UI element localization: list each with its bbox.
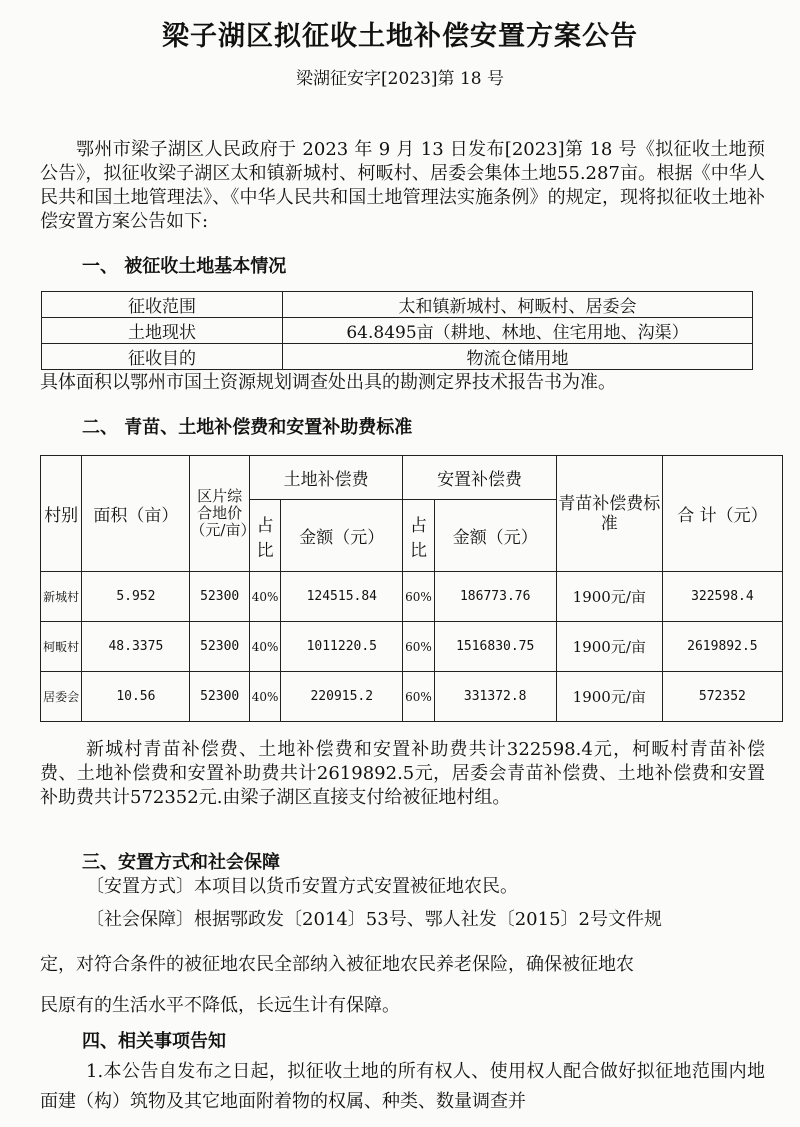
- info-value: 64.8495亩（耕地、林地、住宅用地、沟渠）: [283, 318, 753, 344]
- area-cell: 48.3375: [82, 622, 190, 672]
- crop-cell: 1900元/亩: [556, 672, 662, 722]
- table-row: [42, 344, 753, 370]
- land-ratio-cell: 40%: [249, 572, 280, 622]
- res-ratio-cell: 60%: [403, 572, 434, 622]
- price-cell: 52300: [190, 572, 250, 622]
- social-security-line-1: 〔社会保障〕根据鄂政发〔2014〕53号、鄂人社发〔2015〕2号文件规: [86, 909, 662, 930]
- header-total: 合 计（元）: [662, 456, 782, 572]
- header-village: 村别: [41, 456, 82, 572]
- notice-item-1: 1.本公告自发布之日起，拟征收土地的所有权人、使用权人配合做好拟征地范围内地面建（构）筑物及其它地面附着物的权属、种类、数量调查并: [40, 1061, 765, 1112]
- table-row: [41, 622, 783, 672]
- total-cell: 2619892.5: [662, 622, 782, 672]
- area-cell: 5.952: [82, 572, 190, 622]
- village-cell: 居委会: [41, 672, 82, 722]
- res-ratio-cell: 60%: [403, 622, 434, 672]
- info-label: 土地现状: [42, 318, 283, 344]
- header-area: 面积（亩）: [82, 456, 190, 572]
- info-label: 征收目的: [42, 344, 283, 370]
- res-ratio-cell: 60%: [403, 672, 434, 722]
- header-price: 区片综合地价（元/亩）: [190, 456, 250, 572]
- table-row: [41, 672, 783, 722]
- land-ratio-cell: 40%: [249, 622, 280, 672]
- section-2-heading: 二、 青苗、土地补偿费和安置补助费标准: [82, 417, 413, 438]
- crop-cell: 1900元/亩: [556, 572, 662, 622]
- res-amount-cell: 1516830.75: [434, 622, 556, 672]
- header-land-comp: 土地补偿费: [249, 456, 402, 500]
- table-row: [41, 572, 783, 622]
- land-amount-cell: 124515.84: [281, 572, 403, 622]
- header-res-ratio: 占比: [403, 500, 434, 572]
- summary-paragraph: 新城村青苗补偿费、土地补偿费和安置补助费共计322598.4元，柯畈村青苗补偿费、土地补偿费和安置补助费共计2619892.5元，居委会青苗补偿费、土地补偿费和安置补助费共计572352元.由梁子湖区直接支付给被征地村组。: [40, 739, 765, 808]
- price-cell: 52300: [190, 672, 250, 722]
- land-ratio-cell: 40%: [249, 672, 280, 722]
- table-header-row: [41, 456, 783, 500]
- section-4-heading: 四、相关事项告知: [82, 1031, 226, 1052]
- header-land-amount: 金额（元）: [281, 500, 403, 572]
- header-resettle-comp: 安置补偿费: [403, 456, 556, 500]
- res-amount-cell: 331372.8: [434, 672, 556, 722]
- social-security-line-2: 定，对符合条件的被征地农民全部纳入被征地农民养老保险，确保被征地农: [40, 954, 634, 975]
- total-cell: 572352: [662, 672, 782, 722]
- village-cell: 新城村: [41, 572, 82, 622]
- notice-title: 梁子湖区拟征收土地补偿安置方案公告: [162, 21, 638, 52]
- info-value: 太和镇新城村、柯畈村、居委会: [283, 292, 753, 318]
- document-number: 梁湖征安字[2023]第 18 号: [296, 69, 504, 89]
- section-1-heading: 一、 被征收土地基本情况: [82, 256, 287, 277]
- area-cell: 10.56: [82, 672, 190, 722]
- social-security-line-3: 民原有的生活水平不降低，长远生计有保障。: [40, 995, 400, 1016]
- price-cell: 52300: [190, 622, 250, 672]
- table-row: [42, 292, 753, 318]
- res-amount-cell: 186773.76: [434, 572, 556, 622]
- land-amount-cell: 220915.2: [281, 672, 403, 722]
- info-label: 征收范围: [42, 292, 283, 318]
- intro-paragraph: 鄂州市梁子湖区人民政府于 2023 年 9 月 13 日发布[2023]第 18 号《拟征收土地预公告》，拟征收梁子湖区太和镇新城村、柯畈村、居委会集体土地55.287亩。根据《中华人民共和国土地管理法》、《中华人民共和国土地管理法实施条例》的规定，现将拟征收土地补偿安置方案公告如下:: [40, 139, 765, 232]
- info-value: 物流仓储用地: [283, 344, 753, 370]
- crop-cell: 1900元/亩: [556, 622, 662, 672]
- land-amount-cell: 1011220.5: [281, 622, 403, 672]
- header-crop-comp: 青苗补偿费标准: [556, 456, 662, 572]
- compensation-table: [40, 455, 783, 722]
- land-info-table: [41, 291, 753, 370]
- resettle-mode-text: 〔安置方式〕本项目以货币安置方式安置被征地农民。: [86, 876, 518, 897]
- table-row: [42, 318, 753, 344]
- section-3-heading: 三、安置方式和社会保障: [82, 852, 280, 873]
- header-land-ratio: 占比: [249, 500, 280, 572]
- area-note: 具体面积以鄂州市国土资源规划调查处出具的勘测定界技术报告书为准。: [40, 372, 616, 393]
- total-cell: 322598.4: [662, 572, 782, 622]
- village-cell: 柯畈村: [41, 622, 82, 672]
- header-res-amount: 金额（元）: [434, 500, 556, 572]
